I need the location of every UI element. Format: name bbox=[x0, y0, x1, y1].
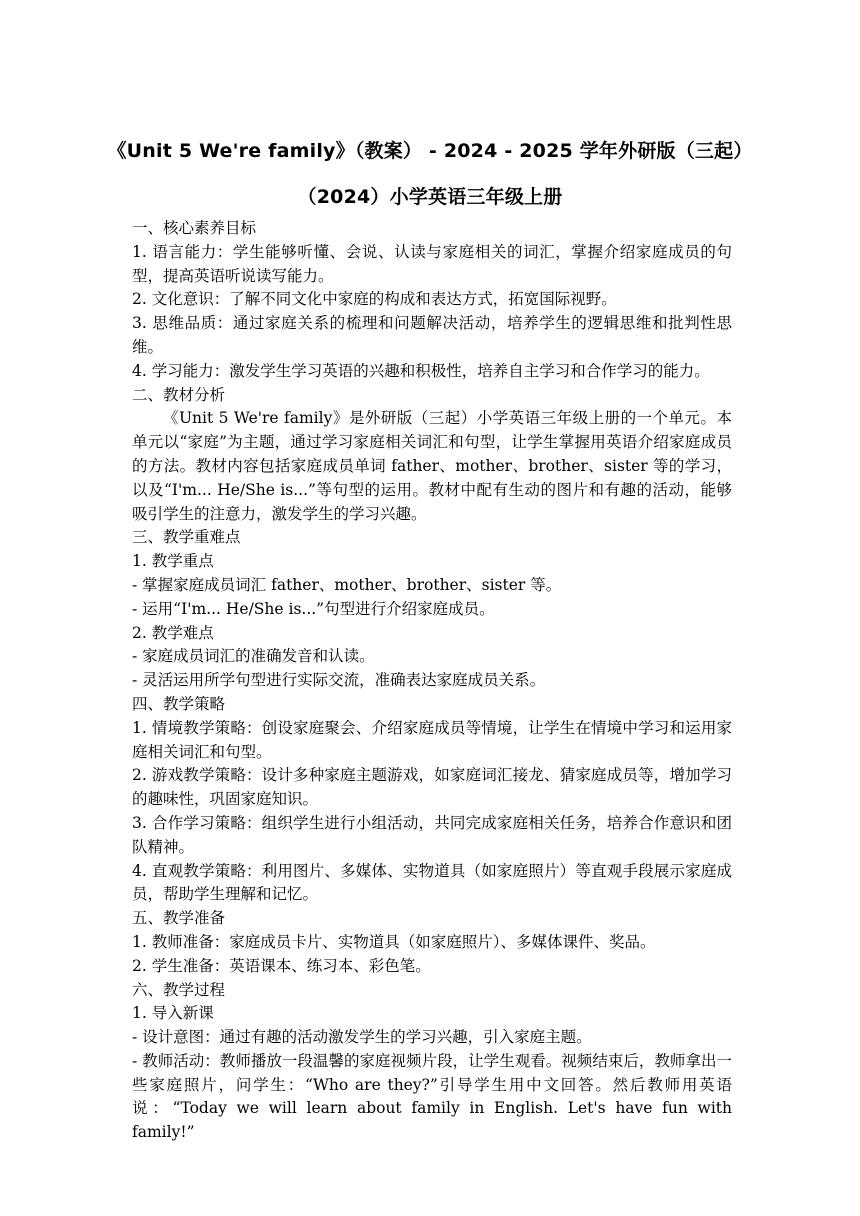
section-heading: 一、核心素养目标 bbox=[132, 219, 257, 237]
list-item: - 设计意图：通过有趣的活动激发学生的学习兴趣，引入家庭主题。 bbox=[132, 1028, 592, 1047]
paragraph: 4. 学习能力：激发学生学习英语的兴趣和积极性，培养自主学习和合作学习的能力。 bbox=[132, 361, 710, 380]
paragraph: 1. 教师准备：家庭成员卡片、实物道具（如家庭照片）、多媒体课件、奖品。 bbox=[132, 932, 656, 951]
list-item: - 掌握家庭成员词汇 father、mother、brother、sister 等。 bbox=[132, 575, 562, 594]
document-body bbox=[132, 217, 732, 1145]
section-heading: 六、教学过程 bbox=[132, 980, 226, 999]
paragraph: 3. 思维品质：通过家庭关系的梳理和问题解决活动，培养学生的逻辑思维和批判性思维。 bbox=[132, 314, 732, 356]
subheading: 1. 教学重点 bbox=[132, 552, 214, 571]
paragraph: 1. 情境教学策略：创设家庭聚会、介绍家庭成员等情境，让学生在情境中学习和运用家庭相关词汇和句型。 bbox=[132, 718, 732, 761]
section-heading: 四、教学策略 bbox=[132, 694, 226, 713]
paragraph: 1. 语言能力：学生能够听懂、会说、认读与家庭相关的词汇，掌握介绍家庭成员的句型，提高英语听说读写能力。 bbox=[132, 242, 732, 285]
list-item: - 家庭成员词汇的准确发音和认读。 bbox=[132, 647, 375, 666]
subheading: 2. 教学难点 bbox=[132, 623, 214, 642]
document-title-line-2: （2024）小学英语三年级上册 bbox=[297, 186, 563, 208]
section-heading: 二、教材分析 bbox=[132, 385, 226, 404]
paragraph: 2. 学生准备：英语课本、练习本、彩色笔。 bbox=[132, 956, 431, 975]
list-item: - 运用“I'm... He/She is...”句型进行介绍家庭成员。 bbox=[132, 599, 495, 618]
paragraph: 4. 直观教学策略：利用图片、多媒体、实物道具（如家庭照片）等直观手段展示家庭成员，帮助学生理解和记忆。 bbox=[132, 861, 732, 904]
paragraph: 《Unit 5 We're family》是外研版（三起）小学英语三年级上册的一个单元。本单元以“家庭”为主题，通过学习家庭相关词汇和句型，让学生掌握用英语介绍家庭成员的方法。教材内容包括家庭成员单词 father、mother、brother、sister 等的学习，以及“I'm... He/She is...”等句型的运用。教材中配有生动的图片和有趣的活动，能够吸引学生的注意力，激发学生的学习兴趣。 bbox=[132, 409, 732, 523]
section-heading: 三、教学重难点 bbox=[132, 528, 241, 547]
section-heading: 五、教学准备 bbox=[132, 909, 226, 928]
list-item: - 教师活动：教师播放一段温馨的家庭视频片段，让学生观看。视频结束后，教师拿出一些家庭照片，问学生：“Who are they?”引导学生用中文回答。然后教师用英语说：“Today we will learn about family in English. Let's have fun with family!” bbox=[132, 1051, 732, 1142]
document-title-line-1: 《Unit 5 We're family》（教案） - 2024 - 2025 学年外研版（三起） bbox=[107, 140, 753, 162]
paragraph: 2. 文化意识：了解不同文化中家庭的构成和表达方式，拓宽国际视野。 bbox=[132, 290, 617, 309]
list-item: - 灵活运用所学句型进行实际交流，准确表达家庭成员关系。 bbox=[132, 671, 546, 690]
paragraph: 3. 合作学习策略：组织学生进行小组活动，共同完成家庭相关任务，培养合作意识和团队精神。 bbox=[132, 813, 732, 856]
paragraph: 2. 游戏教学策略：设计多种家庭主题游戏，如家庭词汇接龙、猜家庭成员等，增加学习的趣味性，巩固家庭知识。 bbox=[132, 766, 732, 809]
subheading: 1. 导入新课 bbox=[132, 1004, 214, 1023]
